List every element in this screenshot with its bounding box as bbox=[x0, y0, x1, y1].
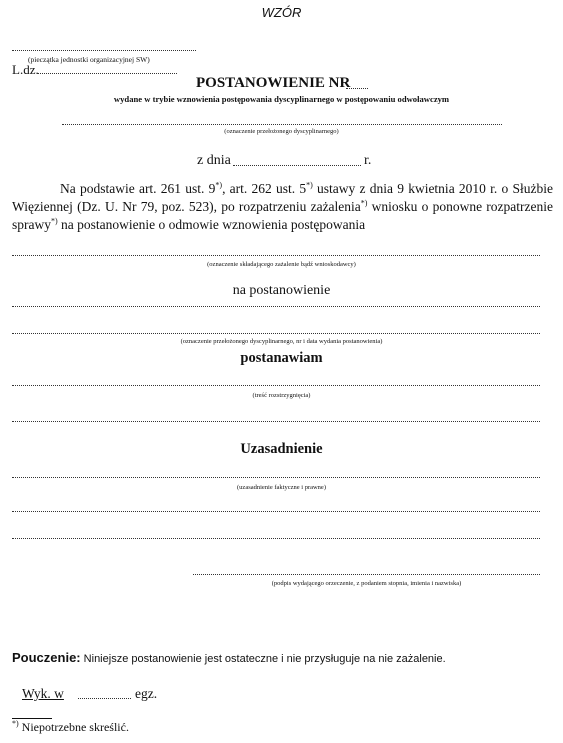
justification-line-1 bbox=[12, 477, 540, 478]
decision-line-1 bbox=[12, 306, 540, 307]
body-text-1: Na podstawie art. 261 ust. 9 bbox=[60, 181, 216, 196]
wzor-label: WZÓR bbox=[261, 5, 302, 20]
copies-row bbox=[12, 686, 64, 702]
justification-line-2 bbox=[12, 511, 540, 512]
date-line bbox=[233, 165, 361, 166]
instruction-label: Pouczenie: bbox=[12, 650, 81, 665]
footnote-mark: *) bbox=[360, 198, 368, 208]
body-text-2: , art. 262 ust. 5 bbox=[222, 181, 307, 196]
footnote-symbol: *) bbox=[12, 719, 19, 728]
stamp-caption: (pieczątka jednostki organizacyjnej SW) bbox=[28, 55, 150, 64]
copies-suffix: egz. bbox=[135, 686, 158, 701]
body-text-5: na postanowienie o odmowie wznowienia postępowania bbox=[57, 217, 366, 232]
decision-line-2 bbox=[12, 333, 540, 334]
title-row bbox=[196, 75, 350, 92]
signature-caption: (podpis wydającego orzeczenie, z podaniem stopnia, imienia i nazwiska) bbox=[271, 580, 462, 587]
superior-caption: (oznaczenie przełożonego dyscyplinarnego) bbox=[224, 128, 339, 135]
instruction bbox=[12, 650, 446, 666]
footnote bbox=[12, 720, 129, 735]
ldz-line bbox=[37, 73, 177, 74]
ldz-label: L.dz. bbox=[12, 62, 39, 77]
justification-caption: (uzasadnienie faktyczne i prawne) bbox=[237, 484, 326, 491]
signature-line bbox=[193, 574, 540, 575]
superior-number-caption: (oznaczenie przełożonego dyscyplinarnego, nr i data wydania postanowienia) bbox=[180, 338, 383, 345]
superior-line bbox=[62, 124, 502, 125]
complainant-caption: (oznaczenie składającego zażalenie bądź wnioskodawcy) bbox=[207, 261, 356, 268]
date-suffix: r. bbox=[364, 153, 372, 168]
resolution-line-2 bbox=[12, 421, 540, 422]
complainant-line bbox=[12, 255, 540, 256]
footnote-mark: *) bbox=[51, 216, 58, 226]
copies-line bbox=[78, 698, 131, 699]
body-text-4: wniosku o ponowne rozpatrzenie sprawy bbox=[12, 199, 553, 232]
footnote-text: Niepotrzebne skreślić. bbox=[18, 720, 129, 734]
copies-prefix: Wyk. w bbox=[22, 686, 64, 701]
document-title: POSTANOWIENIE NR bbox=[196, 75, 351, 91]
footnote-mark: *) bbox=[306, 180, 313, 190]
na-postanowienie-label: na postanowienie bbox=[232, 283, 331, 298]
justification-line-3 bbox=[12, 538, 540, 539]
document-subtitle: wydane w trybie wznowienia postępowania dyscyplinarnego w postępowaniu odwoławczym bbox=[113, 94, 450, 104]
instruction-text: Niniejsze postanowienie jest ostateczne i nie przysługuje na nie zażalenie. bbox=[80, 653, 446, 665]
postanawiam-heading: postanawiam bbox=[240, 350, 323, 366]
body-text-3: ustawy z dnia 9 kwietnia 2010 r. o Służbie Więziennej (Dz. U. Nr 79, poz. 523), po rozpatrzeniu zażalenia bbox=[12, 181, 553, 214]
uzasadnienie-heading: Uzasadnienie bbox=[240, 441, 323, 457]
resolution-line-1 bbox=[12, 385, 540, 386]
resolution-caption: (treść rozstrzygnięcia) bbox=[252, 392, 311, 399]
footnote-mark: *) bbox=[215, 180, 223, 190]
body-paragraph bbox=[12, 180, 553, 234]
number-line bbox=[346, 88, 368, 89]
date-prefix: z dnia bbox=[197, 153, 231, 168]
stamp-line bbox=[12, 50, 196, 51]
